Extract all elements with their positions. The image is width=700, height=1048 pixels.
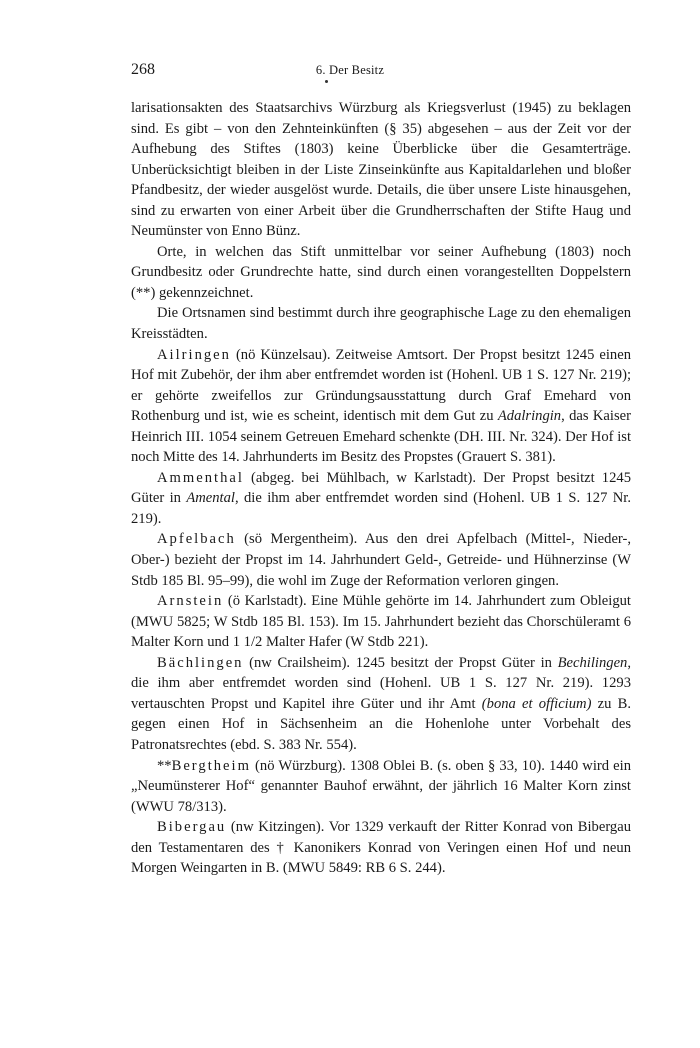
body-text [131,98,631,879]
place-name: Bibergau [157,819,227,836]
text-run: Die Ortsnamen sind bestimmt durch ihre geographische Lage zu den ehemaligen Kreisstädten. [131,305,631,343]
text-run: (nö Würzburg). 1308 Oblei B. (s. oben § 33, 10). 1440 wird ein „Neumünsterer Hof“ genannter Bauhof erwähnt, der jährlich 16 Malter Korn zinst (WWU 78/313). [131,757,631,815]
text-run: ** [157,757,172,774]
text-run: , die ihm aber entfremdet worden sind (Hohenl. UB 1 S. 127 Nr. 219). [131,490,631,527]
italic-term: Adalringin [497,408,562,425]
text-run: (nw Crailsheim). 1245 besitzt der Propst Güter in [243,654,558,671]
paragraph [131,591,631,653]
italic-term: Amental [186,490,235,507]
paragraph [131,303,631,344]
text-run: Orte, in welchen das Stift unmittelbar vor seiner Aufhebung (1803) noch Grundbesitz oder Grundrechte hatte, sind durch einen vorangestellten Doppelstern (**) gekennzeichnet. [131,243,631,301]
place-name: Bergtheim [171,757,251,774]
text-run: , das Kaiser Heinrich III. 1054 seinem Getreuen Emehard schenkte (DH. III. Nr. 324). Der Hof ist noch Mitte des 14. Jahrhunderts im Besitz des Propstes (Grauert S. 381). [131,408,631,466]
text-run: (sö Mergentheim). Aus den drei Apfelbach (Mittel-, Nieder-, Ober-) bezieht der Propst im 14. Jahrhundert Geld-, Getreide- und Hühnerzinse (W Stdb 185 Bl. 95–99), die wohl im Zuge der Reformation verloren gingen. [131,531,631,589]
place-name: Ailringen [157,346,231,363]
paragraph [131,756,631,818]
text-run: zu B. gegen einen Hof in Sächsenheim an die Hohenlohe unter Vorbehalt des Patronatsrechtes (ebd. S. 383 Nr. 554). [131,695,631,753]
paragraph [131,345,631,468]
page-number: 268 [131,61,155,78]
ornament-dot [325,80,328,83]
paragraph [131,242,631,304]
place-name: Apfelbach [157,531,236,548]
paragraph [131,817,631,879]
text-run: larisationsakten des Staatsarchivs Würzburg als Kriegsverlust (1945) zu beklagen sind. Es gibt – von den Zehnteinkünften (§ 35) abgesehen – aus der Zeit vor der Aufhebung des Stiftes (1803) keine Überblicke über die Gesamterträge. Unberücksichtigt bleiben in der Liste Zinseinkünfte aus Kapitaldarlehen und bloßer Pfandbesitz, der wieder ausgelöst wurde. Details, die über unsere Liste hinausgehen, sind zu erwarten von einer Arbeit über die Grundherrschaften der Stifte Haug und Neumünster von Enno Bünz. [131,100,631,240]
italic-term: Bechilingen [557,654,628,671]
paragraph [131,529,631,591]
running-head: 6. Der Besitz [315,63,385,77]
paragraph [131,468,631,530]
paragraph [131,98,631,242]
paragraph [131,653,631,756]
text-run: (abgeg. bei Mühlbach, w Karlstadt). Der Propst besitzt 1245 Güter in [131,469,631,507]
text-run: (nö Künzelsau). Zeitweise Amtsort. Der Propst besitzt 1245 einen Hof mit Zubehör, der ihm aber entfremdet worden ist (Hohenl. UB 1 S. 127 Nr. 219); er gehörte zweifellos zur Gründungsausstattung durch Graf Emehard von Rothenburg und ist, wie es scheint, identisch mit dem Gut zu [131,346,631,425]
text-run: (nw Kitzingen). Vor 1329 verkauft der Ritter Konrad von Bibergau den Testamentaren des † Kanonikers Konrad von Veringen einen Hof und neun Morgen Weingarten in B. (MWU 5849: RB 6 S. 244). [131,819,631,877]
place-name: Bächlingen [157,654,244,671]
text-run: , die ihm aber entfremdet worden sind (Hohenl. UB 1 S. 127 Nr. 219). 1293 vertauschten Propst und Kapitel ihre Güter und ihr Amt [131,654,631,712]
place-name: Arnstein [157,593,224,610]
italic-term: (bona et officium) [481,695,592,712]
place-name: Ammenthal [157,469,244,486]
text-run: (ö Karlstadt). Eine Mühle gehörte im 14. Jahrhundert zum Obleigut (MWU 5825; W Stdb 185 Bl. 153). Im 15. Jahrhundert bezieht das Chorschüleramt 6 Malter Korn und 1 1/2 Malter Hafer (W Stdb 221). [131,593,631,651]
